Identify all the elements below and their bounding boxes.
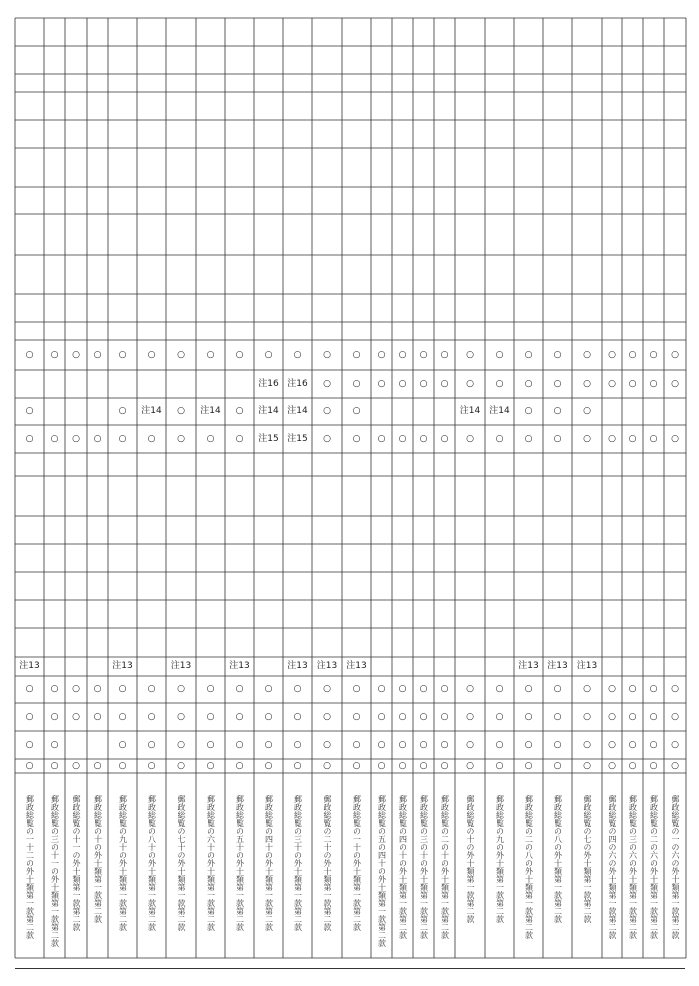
circle-mark: ○ bbox=[671, 760, 679, 771]
circle-mark: ○ bbox=[206, 760, 215, 771]
column-label: 郵政総覧の一十二の外十類第一款第二款 bbox=[25, 795, 35, 939]
circle-mark: ○ bbox=[323, 711, 331, 722]
circle-mark: ○ bbox=[628, 349, 637, 360]
circle-mark: ○ bbox=[628, 684, 637, 694]
circle-mark: ○ bbox=[323, 378, 331, 389]
circle-mark: ○ bbox=[377, 711, 386, 722]
circle-mark: ○ bbox=[293, 684, 302, 694]
circle-mark: ○ bbox=[93, 760, 102, 771]
circle-mark: ○ bbox=[177, 349, 185, 360]
circle-mark: ○ bbox=[440, 739, 449, 750]
note-mark: 注14 bbox=[258, 406, 279, 416]
circle-mark: ○ bbox=[72, 349, 80, 360]
circle-mark: ○ bbox=[235, 349, 244, 360]
note-mark: 注13 bbox=[547, 661, 568, 671]
circle-mark: ○ bbox=[377, 760, 386, 771]
note-mark: 注14 bbox=[200, 406, 221, 416]
circle-mark: ○ bbox=[352, 711, 361, 722]
circle-mark: ○ bbox=[72, 760, 80, 771]
circle-mark: ○ bbox=[264, 739, 273, 750]
circle-mark: ○ bbox=[466, 739, 474, 750]
circle-mark: ○ bbox=[671, 349, 679, 360]
circle-mark: ○ bbox=[72, 684, 80, 694]
note-mark: 注14 bbox=[459, 406, 481, 416]
column-label: 郵政総覧の四十の外十類第一款第二款 bbox=[264, 795, 274, 931]
circle-mark: ○ bbox=[25, 406, 34, 416]
circle-mark: ○ bbox=[118, 760, 127, 771]
circle-mark: ○ bbox=[25, 433, 34, 444]
circle-mark: ○ bbox=[377, 349, 386, 360]
circle-mark: ○ bbox=[608, 378, 616, 389]
circle-mark: ○ bbox=[177, 739, 185, 750]
circle-mark: ○ bbox=[323, 406, 331, 416]
column-label: 郵政総覧の五十の外十類第一款第二款 bbox=[235, 795, 245, 931]
circle-mark: ○ bbox=[553, 406, 562, 416]
circle-mark: ○ bbox=[147, 760, 156, 771]
circle-mark: ○ bbox=[377, 684, 386, 694]
column-label: 郵政総覧の三の六の外十類第一款第二款 bbox=[628, 795, 638, 939]
circle-mark: ○ bbox=[524, 711, 533, 722]
circle-mark: ○ bbox=[177, 406, 185, 416]
circle-mark: ○ bbox=[323, 739, 331, 750]
circle-mark: ○ bbox=[649, 739, 658, 750]
circle-mark: ○ bbox=[264, 684, 273, 694]
circle-mark: ○ bbox=[466, 684, 474, 694]
circle-mark: ○ bbox=[118, 406, 127, 416]
circle-mark: ○ bbox=[524, 760, 533, 771]
note-mark: 注13 bbox=[170, 661, 192, 671]
circle-mark: ○ bbox=[608, 433, 616, 444]
circle-mark: ○ bbox=[398, 433, 407, 444]
circle-mark: ○ bbox=[206, 684, 215, 694]
column-label: 郵政総覧の八の外十類第一款第二款 bbox=[553, 795, 563, 923]
column-label: 郵政総覧の五の四十の外十類第一款第二款 bbox=[377, 795, 387, 947]
circle-mark: ○ bbox=[50, 760, 59, 771]
column-label: 郵政総覧の九の外十類第一款第二款 bbox=[495, 795, 505, 923]
circle-mark: ○ bbox=[147, 711, 156, 722]
circle-mark: ○ bbox=[440, 378, 449, 389]
circle-mark: ○ bbox=[50, 739, 59, 750]
circle-mark: ○ bbox=[583, 711, 591, 722]
circle-mark: ○ bbox=[177, 711, 185, 722]
circle-mark: ○ bbox=[495, 378, 504, 389]
circle-mark: ○ bbox=[524, 739, 533, 750]
circle-mark: ○ bbox=[25, 349, 34, 360]
circle-mark: ○ bbox=[323, 433, 331, 444]
circle-mark: ○ bbox=[419, 378, 428, 389]
column-label: 郵政総覧の四の十の外十類第一款第二款 bbox=[398, 795, 408, 939]
circle-mark: ○ bbox=[440, 711, 449, 722]
circle-mark: ○ bbox=[495, 684, 504, 694]
circle-mark: ○ bbox=[293, 760, 302, 771]
circle-mark: ○ bbox=[118, 711, 127, 722]
circle-mark: ○ bbox=[177, 433, 185, 444]
note-mark: 注16 bbox=[287, 378, 308, 389]
circle-mark: ○ bbox=[495, 711, 504, 722]
circle-mark: ○ bbox=[440, 760, 449, 771]
circle-mark: ○ bbox=[50, 684, 59, 694]
circle-mark: ○ bbox=[147, 433, 156, 444]
circle-mark: ○ bbox=[25, 760, 34, 771]
circle-mark: ○ bbox=[93, 349, 102, 360]
circle-mark: ○ bbox=[628, 711, 637, 722]
circle-mark: ○ bbox=[25, 739, 34, 750]
circle-mark: ○ bbox=[583, 349, 591, 360]
column-label: 郵政総覧の三の十の外十類第一款第二款 bbox=[419, 795, 429, 939]
circle-mark: ○ bbox=[553, 711, 562, 722]
circle-mark: ○ bbox=[293, 739, 302, 750]
circle-mark: ○ bbox=[608, 760, 616, 771]
note-mark: 注16 bbox=[258, 378, 279, 389]
circle-mark: ○ bbox=[608, 684, 616, 694]
circle-mark: ○ bbox=[583, 684, 591, 694]
note-mark: 注13 bbox=[112, 661, 133, 671]
circle-mark: ○ bbox=[398, 739, 407, 750]
note-mark: 注13 bbox=[576, 661, 598, 671]
circle-mark: ○ bbox=[628, 378, 637, 389]
circle-mark: ○ bbox=[440, 684, 449, 694]
circle-mark: ○ bbox=[118, 684, 127, 694]
note-mark: 注15 bbox=[287, 433, 308, 444]
circle-mark: ○ bbox=[419, 739, 428, 750]
column-label: 郵政総覧の七の外十類第一款第二款 bbox=[583, 795, 592, 923]
circle-mark: ○ bbox=[671, 711, 679, 722]
circle-mark: ○ bbox=[93, 711, 102, 722]
circle-mark: ○ bbox=[671, 433, 679, 444]
circle-mark: ○ bbox=[352, 739, 361, 750]
circle-mark: ○ bbox=[649, 711, 658, 722]
circle-mark: ○ bbox=[50, 433, 59, 444]
circle-mark: ○ bbox=[649, 433, 658, 444]
circle-mark: ○ bbox=[649, 349, 658, 360]
circle-mark: ○ bbox=[235, 760, 244, 771]
circle-mark: ○ bbox=[583, 760, 591, 771]
circle-mark: ○ bbox=[377, 739, 386, 750]
circle-mark: ○ bbox=[235, 739, 244, 750]
circle-mark: ○ bbox=[649, 760, 658, 771]
note-mark: 注13 bbox=[287, 661, 308, 671]
note-mark: 注13 bbox=[19, 661, 40, 671]
circle-mark: ○ bbox=[235, 711, 244, 722]
circle-mark: ○ bbox=[608, 349, 616, 360]
circle-mark: ○ bbox=[352, 349, 361, 360]
column-label: 郵政総覧の十一の外十類第一款第二款 bbox=[72, 795, 81, 931]
circle-mark: ○ bbox=[293, 349, 302, 360]
circle-mark: ○ bbox=[72, 711, 80, 722]
column-label: 郵政総覧の三の十一の外十類第一款第二款 bbox=[50, 795, 60, 947]
circle-mark: ○ bbox=[352, 378, 361, 389]
circle-mark: ○ bbox=[93, 684, 102, 694]
note-mark: 注15 bbox=[258, 433, 279, 444]
circle-mark: ○ bbox=[583, 406, 591, 416]
circle-mark: ○ bbox=[495, 433, 504, 444]
circle-mark: ○ bbox=[206, 433, 215, 444]
column-label: 郵政総覧の九十の外十類第一款第二款 bbox=[118, 795, 128, 931]
note-mark: 注13 bbox=[346, 661, 367, 671]
circle-mark: ○ bbox=[419, 711, 428, 722]
circle-mark: ○ bbox=[553, 378, 562, 389]
circle-mark: ○ bbox=[147, 684, 156, 694]
column-label: 郵政総覧の二の八の外十類第一款第二款 bbox=[524, 795, 534, 939]
circle-mark: ○ bbox=[671, 684, 679, 694]
column-label: 郵政総覧の六十の外十類第一款第二款 bbox=[206, 795, 216, 931]
circle-mark: ○ bbox=[323, 349, 331, 360]
column-label: 郵政総覧の一十の外十類第一款第二款 bbox=[352, 795, 362, 931]
circle-mark: ○ bbox=[608, 711, 616, 722]
circle-mark: ○ bbox=[466, 378, 474, 389]
column-label: 郵政総覧の十の外十類第一款第二款 bbox=[93, 795, 103, 923]
circle-mark: ○ bbox=[177, 684, 185, 694]
circle-mark: ○ bbox=[118, 433, 127, 444]
circle-mark: ○ bbox=[398, 760, 407, 771]
note-mark: 注13 bbox=[229, 661, 250, 671]
note-mark: 注13 bbox=[518, 661, 539, 671]
circle-mark: ○ bbox=[440, 349, 449, 360]
circle-mark: ○ bbox=[398, 349, 407, 360]
circle-mark: ○ bbox=[466, 349, 474, 360]
circle-mark: ○ bbox=[440, 433, 449, 444]
column-label: 郵政総覧の二の六の外十類第一款第二款 bbox=[649, 795, 659, 939]
circle-mark: ○ bbox=[235, 684, 244, 694]
circle-mark: ○ bbox=[25, 711, 34, 722]
circle-mark: ○ bbox=[628, 739, 637, 750]
circle-mark: ○ bbox=[206, 349, 215, 360]
circle-mark: ○ bbox=[147, 739, 156, 750]
column-label: 郵政総覧の十の外十類第一款第二款 bbox=[466, 795, 475, 923]
column-label: 郵政総覧の二の十の外十類第一款第二款 bbox=[440, 795, 450, 939]
circle-mark: ○ bbox=[524, 378, 533, 389]
circle-mark: ○ bbox=[323, 760, 331, 771]
circle-mark: ○ bbox=[206, 711, 215, 722]
circle-mark: ○ bbox=[264, 760, 273, 771]
circle-mark: ○ bbox=[377, 433, 386, 444]
circle-mark: ○ bbox=[419, 760, 428, 771]
column-label: 郵政総覧の七十の外十類第一款第二款 bbox=[177, 795, 186, 931]
circle-mark: ○ bbox=[466, 711, 474, 722]
circle-mark: ○ bbox=[398, 684, 407, 694]
circle-mark: ○ bbox=[72, 433, 80, 444]
circle-mark: ○ bbox=[628, 433, 637, 444]
circle-mark: ○ bbox=[524, 349, 533, 360]
circle-mark: ○ bbox=[495, 349, 504, 360]
circle-mark: ○ bbox=[608, 739, 616, 750]
circle-mark: ○ bbox=[419, 433, 428, 444]
circle-mark: ○ bbox=[671, 739, 679, 750]
column-label: 郵政総覧の一の六の外十類第一款第二款 bbox=[671, 795, 680, 939]
circle-mark: ○ bbox=[235, 433, 244, 444]
circle-mark: ○ bbox=[352, 406, 361, 416]
circle-mark: ○ bbox=[649, 378, 658, 389]
circle-mark: ○ bbox=[419, 349, 428, 360]
column-label: 郵政総覧の四の六の外十類第一款第二款 bbox=[608, 795, 617, 939]
circle-mark: ○ bbox=[206, 739, 215, 750]
circle-mark: ○ bbox=[398, 378, 407, 389]
circle-mark: ○ bbox=[235, 406, 244, 416]
circle-mark: ○ bbox=[264, 349, 273, 360]
circle-mark: ○ bbox=[177, 760, 185, 771]
circle-mark: ○ bbox=[524, 684, 533, 694]
circle-mark: ○ bbox=[352, 684, 361, 694]
circle-mark: ○ bbox=[524, 406, 533, 416]
circle-mark: ○ bbox=[553, 739, 562, 750]
column-label: 郵政総覧の八十の外十類第一款第二款 bbox=[147, 795, 157, 931]
circle-mark: ○ bbox=[352, 760, 361, 771]
circle-mark: ○ bbox=[118, 349, 127, 360]
circle-mark: ○ bbox=[628, 760, 637, 771]
circle-mark: ○ bbox=[419, 684, 428, 694]
circle-mark: ○ bbox=[466, 760, 474, 771]
circle-mark: ○ bbox=[553, 760, 562, 771]
bottom-rule bbox=[15, 968, 685, 969]
note-mark: 注14 bbox=[287, 406, 308, 416]
circle-mark: ○ bbox=[377, 378, 386, 389]
circle-mark: ○ bbox=[583, 378, 591, 389]
circle-mark: ○ bbox=[293, 711, 302, 722]
circle-mark: ○ bbox=[118, 739, 127, 750]
circle-mark: ○ bbox=[671, 378, 679, 389]
circle-mark: ○ bbox=[398, 711, 407, 722]
circle-mark: ○ bbox=[25, 684, 34, 694]
circle-mark: ○ bbox=[50, 711, 59, 722]
note-mark: 注13 bbox=[316, 661, 338, 671]
circle-mark: ○ bbox=[553, 684, 562, 694]
circle-mark: ○ bbox=[50, 349, 59, 360]
circle-mark: ○ bbox=[323, 684, 331, 694]
circle-mark: ○ bbox=[147, 349, 156, 360]
circle-mark: ○ bbox=[524, 433, 533, 444]
circle-mark: ○ bbox=[553, 349, 562, 360]
circle-mark: ○ bbox=[264, 711, 273, 722]
circle-mark: ○ bbox=[466, 433, 474, 444]
column-label: 郵政総覧の二十の外十類第一款第二款 bbox=[323, 795, 332, 931]
circle-mark: ○ bbox=[583, 433, 591, 444]
circle-mark: ○ bbox=[583, 739, 591, 750]
circle-mark: ○ bbox=[495, 739, 504, 750]
circle-mark: ○ bbox=[649, 684, 658, 694]
circle-mark: ○ bbox=[93, 433, 102, 444]
column-label: 郵政総覧の三十の外十類第一款第二款 bbox=[293, 795, 303, 931]
circle-mark: ○ bbox=[495, 760, 504, 771]
note-mark: 注14 bbox=[489, 406, 510, 416]
note-mark: 注14 bbox=[141, 406, 162, 416]
circle-mark: ○ bbox=[352, 433, 361, 444]
circle-mark: ○ bbox=[553, 433, 562, 444]
